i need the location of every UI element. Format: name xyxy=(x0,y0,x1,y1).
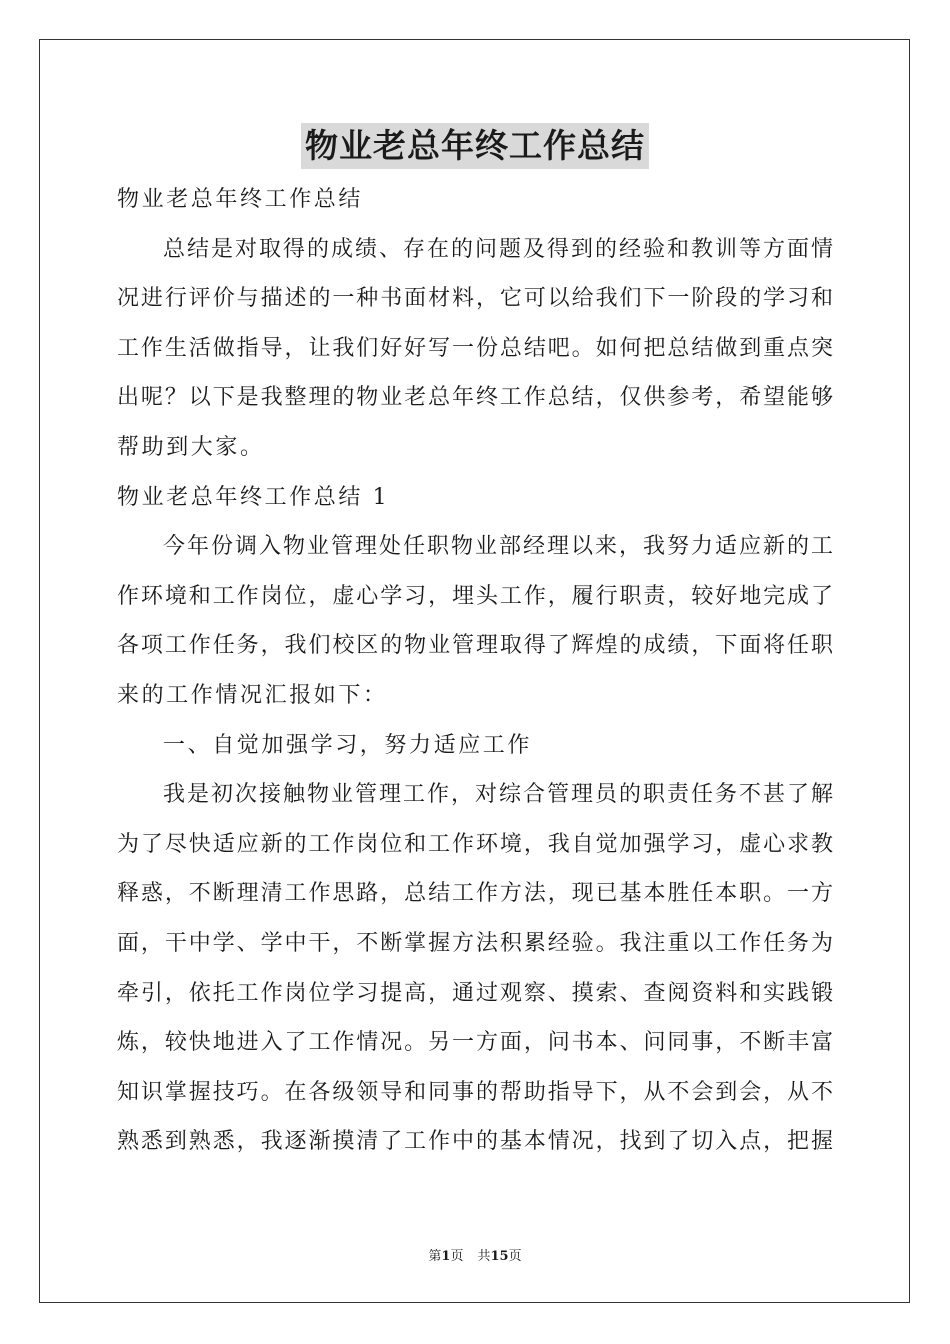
text-line: 释惑，不断理清工作思路，总结工作方法，现已基本胜任本职。一方 xyxy=(117,881,833,907)
text-line: 面，干中学、学中干，不断掌握方法积累经验。我注重以工作任务为 xyxy=(117,930,833,956)
page-suffix: 页 xyxy=(450,1249,464,1264)
text-line: 况进行评价与描述的一种书面材料，它可以给我们下一阶段的学习和 xyxy=(117,286,833,312)
text-line: 物业老总年终工作总结 xyxy=(117,187,364,212)
text-line: 作环境和工作岗位，虚心学习，埋头工作，履行职责，较好地完成了 xyxy=(117,583,833,609)
text-line: 炼，较快地进入了工作情况。另一方面，问书本、问同事，不断丰富 xyxy=(117,1030,833,1056)
document-title: 物业老总年终工作总结 xyxy=(301,123,649,169)
text-line: 帮助到大家。 xyxy=(117,434,265,460)
text-line: 一、自觉加强学习，努力适应工作 xyxy=(163,732,533,758)
document-body xyxy=(117,175,833,1167)
text-line: 物业老总年终工作总结 1 xyxy=(117,484,390,510)
page-footer xyxy=(0,1245,950,1264)
text-line: 今年份调入物业管理处任职物业部经理以来，我努力适应新的工 xyxy=(163,534,833,560)
text-line: 我是初次接触物业管理工作，对综合管理员的职责任务不甚了解 xyxy=(163,782,833,808)
text-line: 牵引，依托工作岗位学习提高，通过观察、摸索、查阅资料和实践锻 xyxy=(117,980,833,1006)
text-line: 各项工作任务，我们校区的物业管理取得了辉煌的成绩，下面将任职 xyxy=(117,633,833,659)
text-line: 为了尽快适应新的工作岗位和工作环境，我自觉加强学习，虚心求教 xyxy=(117,831,833,857)
page-prefix: 第 xyxy=(428,1249,442,1264)
page-current: 1 xyxy=(441,1249,451,1264)
text-line: 出呢？以下是我整理的物业老总年终工作总结，仅供参考，希望能够 xyxy=(117,385,833,411)
total-suffix: 页 xyxy=(508,1249,522,1264)
page-total: 15 xyxy=(490,1249,509,1264)
text-line: 工作生活做指导，让我们好好写一份总结吧。如何把总结做到重点突 xyxy=(117,335,833,361)
text-line: 知识掌握技巧。在各级领导和同事的帮助指导下，从不会到会，从不 xyxy=(117,1079,833,1105)
text-line: 总结是对取得的成绩、存在的问题及得到的经验和教训等方面情 xyxy=(163,236,833,262)
total-prefix: 共 xyxy=(477,1249,491,1264)
text-line: 熟悉到熟悉，我逐渐摸清了工作中的基本情况，找到了切入点，把握 xyxy=(117,1129,833,1155)
text-line: 来的工作情况汇报如下： xyxy=(117,682,388,708)
title-container xyxy=(0,123,950,169)
